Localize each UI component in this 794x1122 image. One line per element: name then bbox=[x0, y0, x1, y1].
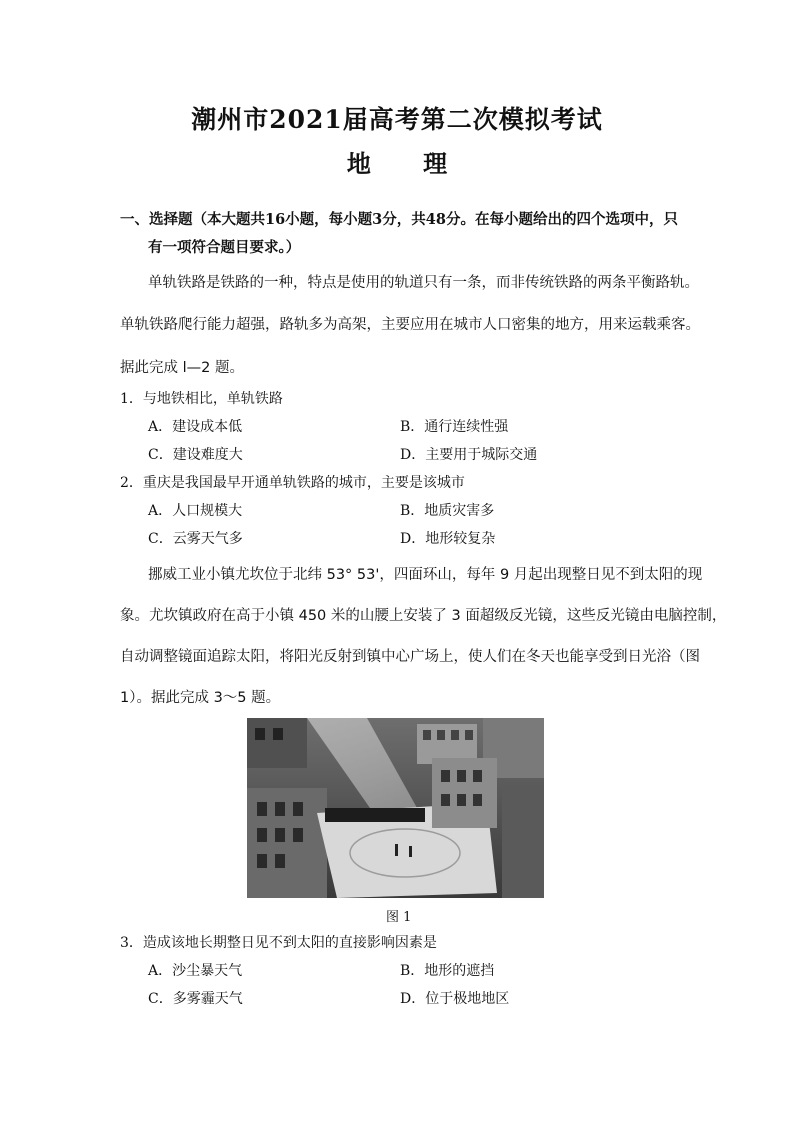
question-1-option-b: B．通行连续性强 bbox=[400, 419, 509, 435]
figure-caption: 图 1 bbox=[386, 910, 412, 925]
question-2-option-c: C．云雾天气多 bbox=[148, 531, 243, 547]
section-heading-line2: 有一项符合题目要求。） bbox=[148, 239, 301, 256]
section-heading-line1: 一、选择题（本大题共16小题，每小题3分，共48分。在每小题给出的四个选项中，只 bbox=[120, 211, 678, 228]
passage1-line2: 单轨铁路爬行能力超强，路轨多为高架，主要应用在城市人口密集的地方，用来运载乘客。 bbox=[120, 317, 700, 333]
question-2-option-a: A．人口规模大 bbox=[148, 503, 243, 519]
passage2-line4: 1）。据此完成 3～5 题。 bbox=[120, 690, 281, 706]
question-3-option-c: C．多雾霾天气 bbox=[148, 991, 243, 1007]
question-3-option-d: D．位于极地地区 bbox=[400, 991, 510, 1007]
passage1-line1: 单轨铁路是铁路的一种，特点是使用的轨道只有一条，而非传统铁路的两条平衡路轨。 bbox=[148, 275, 699, 291]
exam-title: 潮州市2021届高考第二次模拟考试 bbox=[191, 105, 603, 134]
question-1-option-a: A．建设成本低 bbox=[148, 419, 243, 435]
question-3-stem: 3．造成该地长期整日见不到太阳的直接影响因素是 bbox=[120, 935, 437, 951]
question-2-option-d: D．地形较复杂 bbox=[400, 531, 496, 547]
question-3-option-b: B．地形的遮挡 bbox=[400, 963, 495, 979]
passage2-line2: 象。尤坎镇政府在高于小镇 450 米的山腰上安装了 3 面超级反光镜，这些反光镜由电脑控制， bbox=[120, 608, 727, 624]
town-square-photo bbox=[247, 718, 544, 898]
passage2-line1: 挪威工业小镇尤坎位于北纬 53° 53'，四面环山，每年 9 月起出现整日见不到太阳的现 bbox=[148, 567, 703, 583]
question-2-option-b: B．地质灾害多 bbox=[400, 503, 495, 519]
question-3-option-a: A．沙尘暴天气 bbox=[148, 963, 243, 979]
question-2-stem: 2．重庆是我国最早开通单轨铁路的城市，主要是该城市 bbox=[120, 475, 465, 491]
question-1-option-d: D．主要用于城际交通 bbox=[400, 447, 538, 463]
question-1-option-c: C．建设难度大 bbox=[148, 447, 243, 463]
passage1-line3: 据此完成 l—2 题。 bbox=[120, 360, 244, 376]
passage2-line3: 自动调整镜面追踪太阳，将阳光反射到镇中心广场上，使人们在冬天也能享受到日光浴（图 bbox=[120, 649, 700, 665]
subject-title: 地 理 bbox=[346, 149, 470, 178]
question-1-stem: 1．与地铁相比，单轨铁路 bbox=[120, 391, 283, 407]
